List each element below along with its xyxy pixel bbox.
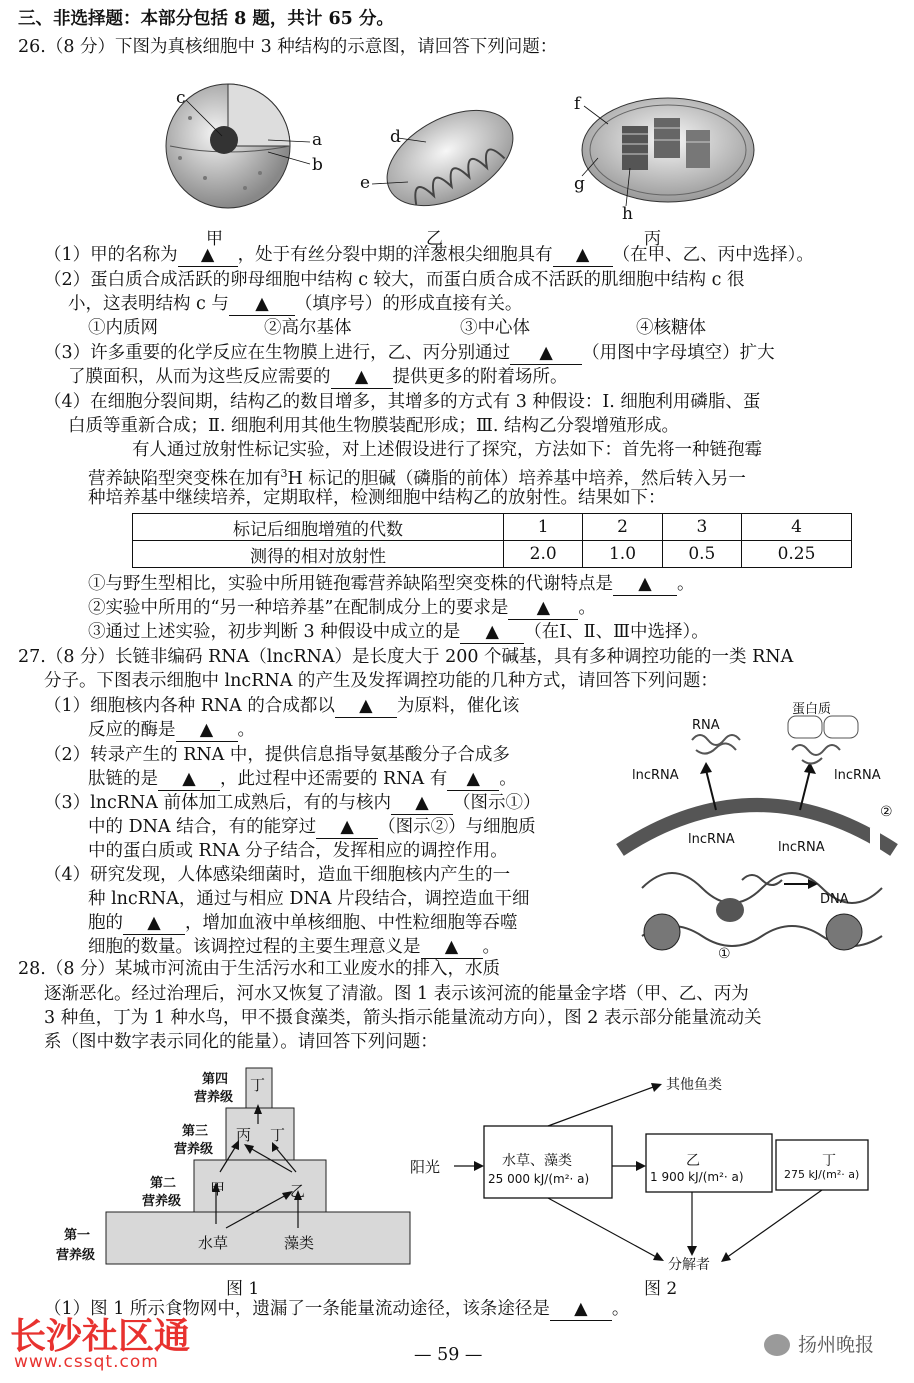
node-shuicao: 水草 — [198, 1234, 229, 1252]
node-ding: 丁 — [270, 1126, 286, 1144]
q27-p2-line1: （2）转录产生的 RNA 中，提供信息指导氨基酸分子合成多 — [44, 745, 510, 765]
figure-2-caption: 图 2 — [644, 1279, 678, 1299]
wechat-icon — [764, 1334, 790, 1356]
q28-line1: 28.（8 分）某城市河流由于生活污水和工业废水的排入，水质 — [18, 959, 501, 979]
flow-box2-value: 1 900 kJ/(m²· a) — [650, 1170, 744, 1184]
section-header: 三、非选择题：本部分包括 8 题，共计 65 分。 — [18, 9, 394, 29]
q27-p3-line3: 中的蛋白质或 RNA 分子结合，发挥相应的调控作用。 — [88, 841, 508, 861]
lv4-label-a: 第四 — [202, 1072, 229, 1087]
label-e: e — [360, 173, 371, 193]
lv3-label-a: 第三 — [182, 1124, 209, 1139]
lv2-label-a: 第二 — [150, 1176, 177, 1191]
label-c: c — [176, 88, 186, 108]
fig-label-lncrna-mid-right: lncRNA — [778, 840, 825, 855]
node-yi: 乙 — [290, 1182, 306, 1200]
label-a: a — [312, 130, 323, 150]
q27-line2: 分子。下图表示细胞中 lncRNA 的产生及发挥调控功能的几种方式，请回答下列问题： — [44, 671, 718, 691]
q26-intro: 26.（8 分）下图为真核细胞中 3 种结构的示意图，请回答下列问题： — [18, 37, 558, 57]
q27-p4-line2: 种 lncRNA，通过与相应 DNA 片段结合，调控造血干细 — [88, 889, 530, 909]
figure-1-caption: 图 1 — [226, 1279, 260, 1299]
q26-option-4: ④核糖体 — [636, 318, 706, 338]
table-cell: 3 — [662, 514, 741, 541]
caption-bing: 丙 — [644, 229, 661, 249]
table-row — [133, 514, 852, 541]
q26-option-2: ②高尔基体 — [264, 318, 352, 338]
q26-option-3: ③中心体 — [460, 318, 530, 338]
label-g: g — [574, 174, 585, 194]
table-cell: 1.0 — [583, 541, 662, 568]
label-h: h — [622, 204, 633, 224]
q27-p1-line1: （1）细胞核内各种 RNA 的合成都以 ▲ 为原料，催化该 — [44, 696, 520, 716]
q27-p3-line1: （3）lncRNA 前体加工成熟后，有的与核内 ▲ （图示①） — [44, 793, 541, 813]
flow-box2-title: 乙 — [686, 1153, 700, 1169]
results-table — [132, 513, 852, 568]
fig-label-rna: RNA — [692, 718, 720, 733]
label-b: b — [312, 155, 323, 175]
q26-p4-line5: 种培养基中继续培养，定期取样，检测细胞中结构乙的放射性。结果如下： — [88, 488, 666, 508]
fig-label-lncrna-mid-left: lncRNA — [688, 832, 735, 847]
flow-box3-value: 275 kJ/(m²· a) — [784, 1168, 860, 1181]
label-d: d — [390, 127, 401, 147]
table-row — [133, 541, 852, 568]
table-header-cell: 测得的相对放射性 — [133, 541, 504, 568]
chloroplast-drawing — [582, 98, 754, 202]
table-cell: 1 — [504, 514, 583, 541]
fig-label-circle-1: ① — [718, 946, 731, 962]
flow-decomposer: 分解者 — [668, 1257, 710, 1273]
q27-lncrna-figure — [612, 700, 902, 968]
q26-p4-line3: 有人通过放射性标记实验，对上述假设进行了探究，方法如下：首先将一种链孢霉 — [132, 440, 762, 460]
lv4-label-b: 营养级 — [194, 1090, 234, 1105]
fig-label-circle-2: ② — [880, 804, 893, 820]
flow-box1-title: 水草、藻类 — [502, 1153, 572, 1169]
table-cell: 2 — [583, 514, 662, 541]
q28-line3: 3 种鱼，丁为 1 种水鸟，甲不摄食藻类，箭头指示能量流动方向），图 2 表示部分能量流动关 — [44, 1008, 762, 1028]
node-zaolei: 藻类 — [284, 1234, 315, 1252]
flow-box1-value: 25 000 kJ/(m²· a) — [488, 1172, 590, 1186]
q26-cell-structures-figure — [150, 78, 760, 246]
watermark-site-url: www.cssqt.com — [14, 1352, 159, 1372]
fig-label-lncrna-top-right: lncRNA — [834, 768, 881, 783]
q27-p2-line2: 肽链的是 ▲ ，此过程中还需要的 RNA 有 ▲ 。 — [88, 769, 517, 789]
q27-p4-line3: 胞的 ▲ ，增加血液中单核细胞、中性粒细胞等吞噬 — [88, 913, 518, 933]
page-number: — 59 — — [414, 1345, 483, 1365]
q26-p4-line1: （4）在细胞分裂间期，结构乙的数目增多，其增多的方式有 3 种假设：Ⅰ. 细胞利用磷脂、蛋 — [44, 392, 761, 412]
q27-p1-line2: 反应的酶是 ▲ 。 — [88, 720, 255, 740]
q26-option-1: ①内质网 — [88, 318, 158, 338]
fig-label-dna: DNA — [820, 892, 849, 907]
flow-sunlight: 阳光 — [410, 1158, 441, 1176]
q26-p2-line2: 小，这表明结构 c 与 ▲ （填序号）的形成直接有关。 — [68, 294, 523, 314]
q26-p3-line1: （3）许多重要的化学反应在生物膜上进行，乙、丙分别通过 ▲ （用图中字母填空）扩大 — [44, 343, 775, 363]
q26-p1: （1）甲的名称为 ▲ ，处于有丝分裂中期的洋葱根尖细胞具有 ▲ （在甲、乙、丙中选择）。 — [44, 245, 814, 265]
node-bing: 丙 — [236, 1126, 252, 1144]
caption-jia: 甲 — [206, 229, 223, 249]
q27-p4-line1: （4）研究发现，人体感染细菌时，造血干细胞核内产生的一 — [44, 865, 511, 885]
q26-p2-line1: （2）蛋白质合成活跃的卵母细胞中结构 c 较大，而蛋白质合成不活跃的肌细胞中结构 c 很 — [44, 270, 745, 290]
lv1-label-b: 营养级 — [56, 1248, 96, 1263]
q26-s2: ②实验中所用的“另一种培养基”在配制成分上的要求是 ▲ 。 — [88, 598, 596, 618]
q26-p4-line2: 白质等重新合成；Ⅱ. 细胞利用其他生物膜装配形成；Ⅲ. 结构乙分裂增殖形成。 — [68, 416, 680, 436]
q27-line1: 27.（8 分）长链非编码 RNA（lncRNA）是长度大于 200 个碱基，具有多种调控功能的一类 RNA — [18, 647, 794, 667]
mitochondrion-drawing — [371, 91, 529, 225]
fig-label-lncrna-top-left: lncRNA — [632, 768, 679, 783]
label-f: f — [574, 94, 581, 114]
table-cell: 0.25 — [742, 541, 852, 568]
q28-line4: 系（图中数字表示同化的能量）。请回答下列问题： — [44, 1032, 438, 1052]
flow-other-fish: 其他鱼类 — [666, 1077, 722, 1093]
q27-p4-line4: 细胞的数量。该调控过程的主要生理意义是 ▲ 。 — [88, 937, 500, 957]
lv3-label-b: 营养级 — [174, 1142, 214, 1157]
table-cell: 4 — [742, 514, 852, 541]
fig-label-protein: 蛋白质 — [792, 702, 832, 717]
q26-p3-line2: 了膜面积，从而为这些反应需要的 ▲ 提供更多的附着场所。 — [68, 367, 568, 387]
q26-s1: ①与野生型相比，实验中所用链孢霉营养缺陷型突变株的代谢特点是 ▲ 。 — [88, 574, 695, 594]
flow-box3-title: 丁 — [822, 1153, 836, 1169]
node-ding-top: 丁 — [250, 1076, 266, 1094]
q28-p1: （1）图 1 所示食物网中，遗漏了一条能量流动途径，该条途径是 ▲ 。 — [44, 1299, 630, 1319]
table-cell: 0.5 — [662, 541, 741, 568]
watermark-wechat-name: 扬州晚报 — [798, 1334, 875, 1356]
q26-s3: ③通过上述实验，初步判断 3 种假设中成立的是 ▲ （在Ⅰ、Ⅱ、Ⅲ中选择）。 — [88, 622, 709, 642]
q27-p3-line2: 中的 DNA 结合，有的能穿过 ▲ （图示②）与细胞质 — [88, 817, 536, 837]
table-header-cell: 标记后细胞增殖的代数 — [133, 514, 504, 541]
table-cell: 2.0 — [504, 541, 583, 568]
node-jia: 甲 — [210, 1180, 226, 1198]
q26-p4-line4: 营养缺陷型突变株在加有$^3$H 标记的胆碱（磷脂的前体）培养基中培养，然后转入另一 — [88, 467, 746, 489]
watermark-site-name: 长沙社区通 — [10, 1316, 191, 1357]
q28-line2: 逐渐恶化。经过治理后，河水又恢复了清澈。图 1 表示该河流的能量金字塔（甲、乙、丙为 — [44, 984, 749, 1004]
lv2-label-b: 营养级 — [142, 1194, 182, 1209]
caption-yi: 乙 — [426, 229, 443, 249]
energy-pyramid-figure — [100, 1064, 420, 1272]
lv1-label-a: 第一 — [64, 1228, 91, 1243]
